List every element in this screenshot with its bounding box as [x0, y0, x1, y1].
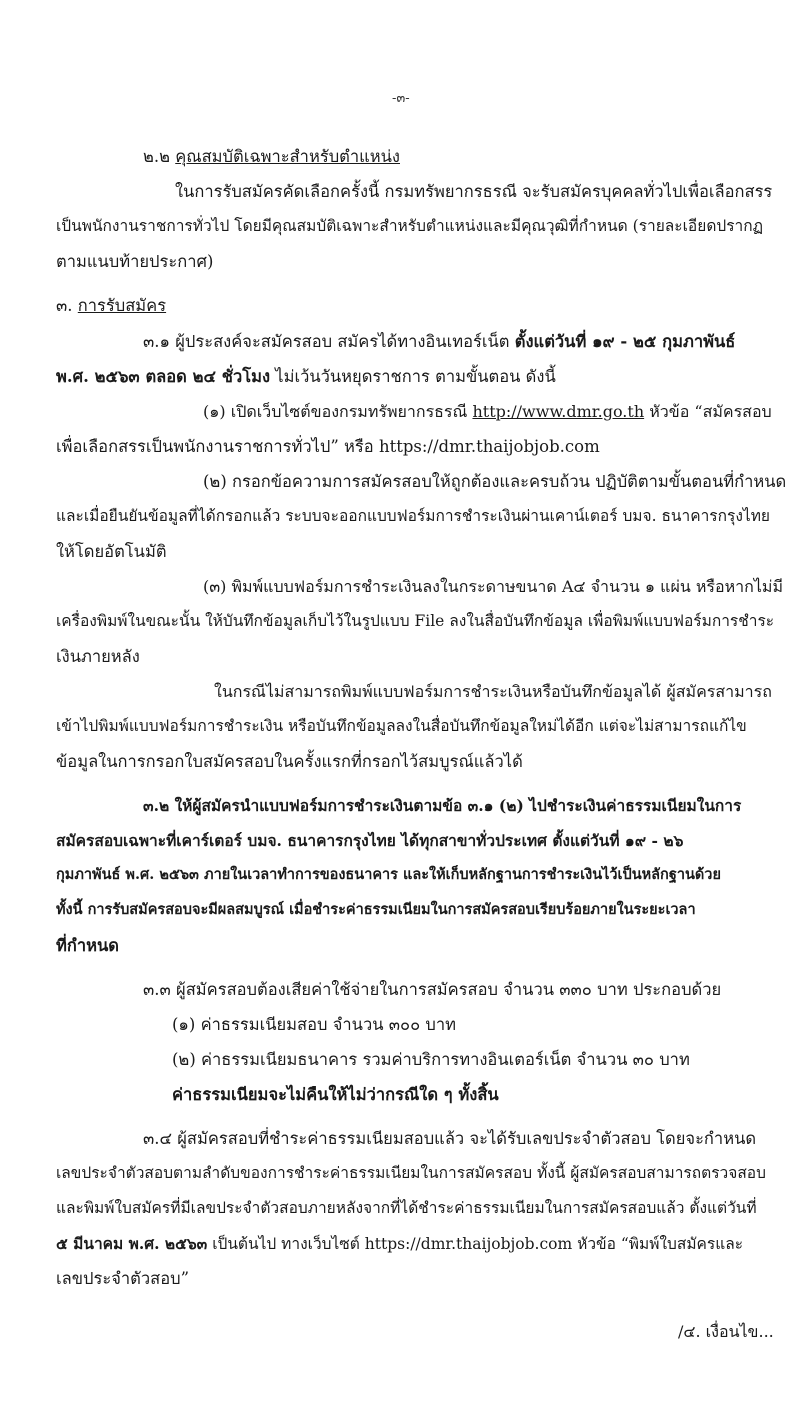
- p3-2-line-4: ทั้งนี้ การรับสมัครสอบจะมีผลสมบูรณ์ เมื่อชำระค่าธรรมเนียมในการสมัครสอบเรียบร้อยภายในระยะเวลา: [56, 901, 696, 918]
- p3-1-item-2-line-1: (๒) กรอกข้อความการสมัครสอบให้ถูกต้องและครบถ้วน ปฏิบัติตามขั้นตอนที่กำหนด: [203, 472, 787, 491]
- page-number: -๓-: [392, 91, 410, 106]
- p3-4-line-1: ๓.๔ ผู้สมัครสอบที่ชำระค่าธรรมเนียมสอบแล้ว จะได้รับเลขประจำตัวสอบ โดยจะกำหนด: [143, 1129, 757, 1148]
- continuation-marker: /๔. เงื่อนไข...: [678, 1322, 774, 1341]
- item-1-text: (๑) เปิดเว็บไซต์ของกรมทรัพยากรธรณี: [203, 402, 468, 421]
- p3-1-note-line-2: เข้าไปพิมพ์แบบฟอร์มการชำระเงิน หรือบันทึกข้อมูลลงในสื่อบันทึกข้อมูลใหม่ได้อีก แต่จะไม่สามารถแก้ไข: [56, 717, 747, 735]
- print-start-date: ๕ มีนาคม พ.ศ. ๒๕๖๓: [56, 1234, 208, 1253]
- p3-3-item-2: (๒) ค่าธรรมเนียมธนาคาร รวมค่าบริการทางอินเตอร์เน็ต จำนวน ๓๐ บาท: [172, 1050, 690, 1069]
- section-2-2-line-3: ตามแนบท้ายประกาศ): [56, 252, 214, 271]
- p3-2-line-1: ๓.๒ ให้ผู้สมัครนำแบบฟอร์มการชำระเงินตามข้อ ๓.๑ (๒) ไปชำระเงินค่าธรรมเนียมในการ: [143, 796, 742, 815]
- p3-1-item-2-line-2: และเมื่อยืนยันข้อมูลที่ได้กรอกแล้ว ระบบจะออกแบบฟอร์มการชำระเงินผ่านเคาน์เตอร์ บมจ. ธนาคารกรุงไทย: [56, 507, 770, 525]
- p3-2-line-2: สมัครสอบเฉพาะที่เคาร์เตอร์ บมจ. ธนาคารกรุงไทย ได้ทุกสาขาทั่วประเทศ ตั้งแต่วันที่ ๑๙ - ๒๖: [56, 831, 684, 850]
- p3-3-line-1: ๓.๓ ผู้สมัครสอบต้องเสียค่าใช้จ่ายในการสมัครสอบ จำนวน ๓๓๐ บาท ประกอบด้วย: [143, 980, 722, 999]
- p3-1-line-2: [56, 368, 556, 387]
- p3-1-item-2-line-3: ให้โดยอัตโนมัติ: [56, 542, 167, 561]
- p3-1-item-1-line-2: เพื่อเลือกสรรเป็นพนักงานราชการทั่วไป” หรือ https://dmr.thaijobjob.com: [56, 437, 600, 456]
- p3-4-line-5: เลขประจำตัวสอบ”: [56, 1269, 190, 1288]
- section-2-2-heading: [143, 148, 400, 167]
- section-2-2-line-1: ในการรับสมัครคัดเลือกครั้งนี้ กรมทรัพยากรธรณี จะรับสมัครบุคคลทั่วไปเพื่อเลือกสรร: [175, 182, 773, 201]
- p3-1-item-3-line-3: เงินภายหลัง: [56, 647, 140, 666]
- section-3-title: การรับสมัคร: [77, 296, 167, 315]
- section-2-2-title: คุณสมบัติเฉพาะสำหรับตำแหน่ง: [175, 147, 400, 166]
- item-1-topic: หัวข้อ “สมัครสอบ: [649, 402, 772, 421]
- p3-1-steps-intro: ไม่เว้นวันหยุดราชการ ตามขั้นตอน ดังนี้: [275, 367, 556, 386]
- p3-3-item-1: (๑) ค่าธรรมเนียมสอบ จำนวน ๓๐๐ บาท: [172, 1015, 457, 1034]
- p3-1-note-line-1: ในกรณีไม่สามารถพิมพ์แบบฟอร์มการชำระเงินหรือบันทึกข้อมูลได้ ผู้สมัครสามารถ: [214, 682, 772, 701]
- p3-4-line-3: และพิมพ์ใบสมัครที่มีเลขประจำตัวสอบภายหลังจากที่ได้ชำระค่าธรรมเนียมในการสมัครสอบแล้ว ตั้งแต่วันที่: [56, 1199, 757, 1217]
- p3-4-line-4-text: เป็นต้นไป ทางเว็บไซต์ https://dmr.thaijobjob.com หัวข้อ “พิมพ์ใบสมัครและ: [212, 1235, 744, 1253]
- p3-1-hours: พ.ศ. ๒๕๖๓ ตลอด ๒๔ ชั่วโมง: [56, 367, 271, 386]
- p3-1-item-3-line-1: (๓) พิมพ์แบบฟอร์มการชำระเงินลงในกระดาษขนาด A๔ จำนวน ๑ แผ่น หรือหากไม่มี: [203, 577, 783, 596]
- p3-4-line-2: เลขประจำตัวสอบตามลำดับของการชำระค่าธรรมเนียมในการสมัครสอบ ทั้งนี้ ผู้สมัครสอบสามารถตรวจสอบ: [56, 1164, 766, 1182]
- p3-2-line-3: กุมภาพันธ์ พ.ศ. ๒๕๖๓ ภายในเวลาทำการของธนาคาร และให้เก็บหลักฐานการชำระเงินไว้เป็นหลักฐานด้วย: [56, 866, 721, 883]
- p3-1-note-line-3: ข้อมูลในการกรอกใบสมัครสอบในครั้งแรกที่กรอกไว้สมบูรณ์แล้วได้: [56, 752, 523, 771]
- p3-4-line-4: [56, 1235, 743, 1254]
- section-2-2-line-2: เป็นพนักงานราชการทั่วไป โดยมีคุณสมบัติเฉพาะสำหรับตำแหน่งและมีคุณวุฒิที่กำหนด (รายละเอียดปรากฏ: [56, 217, 764, 235]
- p3-1-line-1: [143, 333, 735, 352]
- p3-1-item-3-line-2: เครื่องพิมพ์ในขณะนั้น ให้บันทึกข้อมูลเก็บไว้ในรูปแบบ File ลงในสื่อบันทึกข้อมูล เพื่อพิมพ์แบบฟอร์มการชำระ: [56, 612, 775, 630]
- section-3-heading: [56, 297, 166, 316]
- p3-1-item-1-line-1: [203, 403, 772, 421]
- p3-1-date-range: ตั้งแต่วันที่ ๑๙ - ๒๕ กุมภาพันธ์: [514, 332, 736, 351]
- p3-2-line-5: ที่กำหนด: [56, 936, 120, 955]
- section-2-2-number: ๒.๒: [143, 147, 170, 166]
- section-3-number: ๓.: [56, 296, 73, 315]
- p3-1-line-1-text: ๓.๑ ผู้ประสงค์จะสมัครสอบ สมัครได้ทางอินเทอร์เน็ต: [143, 332, 510, 351]
- dmr-website-link[interactable]: http://www.dmr.go.th: [472, 402, 645, 421]
- p3-3-note: ค่าธรรมเนียมจะไม่คืนให้ไม่ว่ากรณีใด ๆ ทั้งสิ้น: [172, 1085, 499, 1104]
